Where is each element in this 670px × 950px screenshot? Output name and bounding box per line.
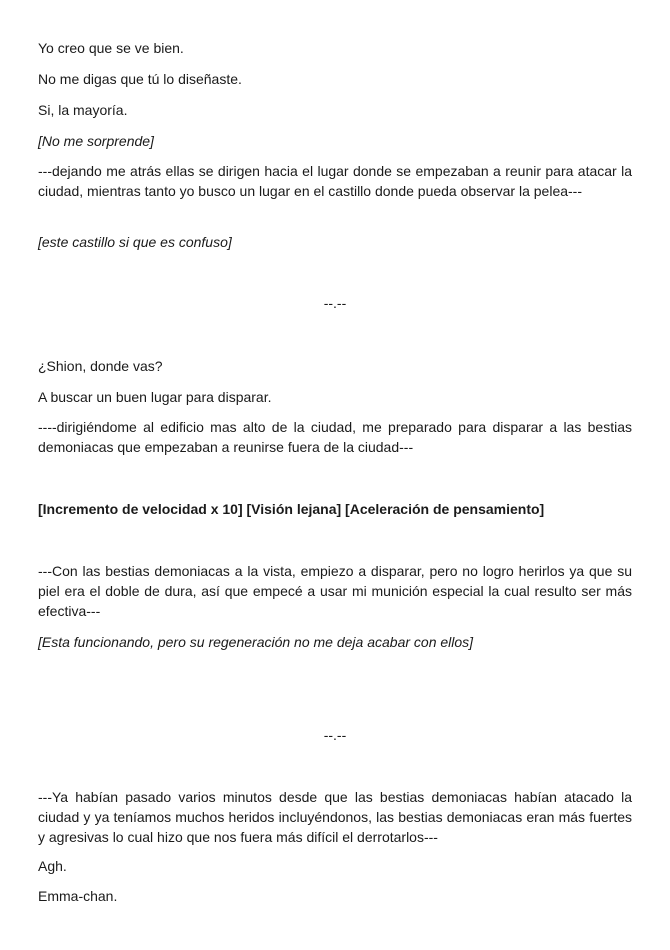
paragraph-8: A buscar un buen lugar para disparar. <box>38 389 272 405</box>
paragraph-13: ---Ya habían pasado varios minutos desde que las bestias demoniacas habían atacado la ciudad y ya teníamos muchos heridos incluyéndonos, las bestias demoniacas eran más fuertes y agresivas lo cual hizo que nos fuera más difícil el derrotarlos--- <box>38 789 632 845</box>
paragraph-5: ---dejando me atrás ellas se dirigen hacia el lugar donde se empezaban a reunir para atacar la ciudad, mientras tanto yo busco un lugar en el castillo donde pueda observar la pelea--- <box>38 163 632 199</box>
paragraph-2: No me digas que tú lo diseñaste. <box>38 71 242 87</box>
paragraph-6-thought: [este castillo si que es confuso] <box>38 234 232 250</box>
paragraph-9: ----dirigiéndome al edificio mas alto de la ciudad, me preparado para disparar a las bestias demoniacas que empezaban a reunirse fuera de la ciudad--- <box>38 419 632 455</box>
paragraph-3: Si, la mayoría. <box>38 102 128 118</box>
paragraph-7: ¿Shion, donde vas? <box>38 358 163 374</box>
paragraph-15: Emma-chan. <box>38 888 118 904</box>
section-separator-1: --.-- <box>323 295 347 311</box>
paragraph-12-thought: [Esta funcionando, pero su regeneración no me deja acabar con ellos] <box>38 634 474 650</box>
paragraph-1: Yo creo que se ve bien. <box>38 40 184 56</box>
section-separator-2: --.-- <box>323 727 347 743</box>
paragraph-11: ---Con las bestias demoniacas a la vista, empiezo a disparar, pero no logro herirlos ya que su piel era el doble de dura, así que empecé a usar mi munición especial la cual resulto ser más efectiva--- <box>38 563 632 619</box>
paragraph-10-skills: [Incremento de velocidad x 10] [Visión lejana] [Aceleración de pensamiento] <box>38 501 545 517</box>
paragraph-4-thought: [No me sorprende] <box>38 133 154 149</box>
paragraph-14: Agh. <box>38 858 67 874</box>
